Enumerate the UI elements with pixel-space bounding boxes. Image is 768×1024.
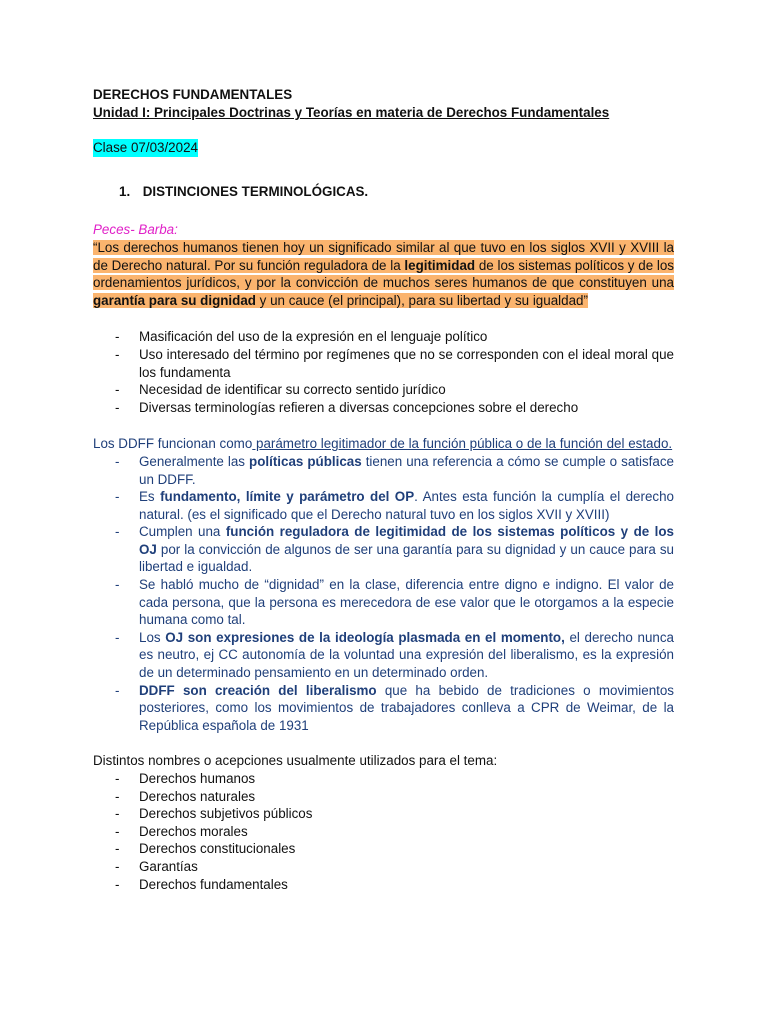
dash-bullet: - — [115, 453, 120, 469]
list-item-text: Uso interesado del término por regímenes que no se corresponden con el ideal moral que los fundamenta — [139, 346, 674, 380]
list-item-text: Se habló mucho de “dignidad” en la clase, diferencia entre digno e indigno. El valor de cada persona, que la persona es merecedora de ese valor que le otorgamos a la especie humana como tal. — [139, 577, 674, 628]
ddff-intro — [93, 435, 674, 453]
document-page — [93, 86, 674, 893]
dash-bullet: - — [115, 329, 120, 345]
list-item-text: por la convicción de algunos de ser una garantía para su dignidad y un cauce para su libertad e igualdad. — [139, 541, 674, 575]
list-item-text: Los — [139, 629, 166, 645]
list-item — [93, 858, 674, 876]
list-item — [93, 840, 674, 858]
ddff-list — [93, 453, 674, 735]
list-item-text: Diversas terminologías refieren a diversas concepciones sobre el derecho — [139, 399, 579, 415]
dash-bullet: - — [115, 577, 120, 593]
list-item-text: Cumplen una — [139, 524, 226, 540]
terminology-list — [93, 328, 674, 416]
list-item — [93, 346, 674, 381]
list-item-text: Necesidad de identificar su correcto sentido jurídico — [139, 382, 446, 398]
quote-author: Peces- Barba: — [93, 222, 178, 238]
list-item-bold: función reguladora de legitimidad de los sistemas políticos y de los OJ — [139, 524, 674, 557]
list-item-text: Derechos constitucionales — [139, 841, 296, 857]
quote-part-3: y un cauce (el principal), para su libertad y su igualdad” — [255, 292, 588, 308]
list-item — [93, 682, 674, 735]
list-item-text: Masificación del uso de la expresión en el lenguaje político — [139, 329, 488, 345]
dash-bullet: - — [115, 771, 120, 786]
dash-bullet: - — [115, 858, 120, 874]
list-item — [93, 523, 674, 576]
list-item-bold: fundamento, límite y parámetro del OP — [160, 489, 415, 505]
dash-bullet: - — [115, 682, 120, 698]
dash-bullet: - — [115, 346, 120, 362]
section-title: DISTINCIONES TERMINOLÓGICAS. — [142, 183, 369, 199]
dash-bullet: - — [115, 524, 120, 540]
list-item-text: el derecho nunca es neutro, ej CC autonomía de la voluntad una expresión del liberalismo, es la expresión de un determinado pensamiento en un determinado orden. — [139, 629, 674, 681]
list-item-text: Derechos naturales — [139, 788, 256, 804]
list-item-text: que ha bebido de tradiciones o movimientos posteriores, como los movimientos de trabajadores conlleva a CPR de Weimar, de la República española de 1931 — [139, 682, 675, 733]
list-item — [93, 399, 674, 417]
dash-bullet: - — [115, 629, 120, 645]
list-item-bold: DDFF son creación del liberalismo — [139, 682, 377, 698]
section-number: 1. — [119, 183, 131, 199]
class-date: Clase 07/03/2024 — [93, 140, 198, 156]
quote-block — [93, 239, 674, 309]
list-item-text: Derechos morales — [139, 823, 248, 839]
quote-part-2: de los sistemas políticos y de los ordenamientos jurídicos, y por la convicción de muchos seres humanos de que constituyen una — [93, 257, 675, 291]
document-subtitle: Unidad I: Principales Doctrinas y Teorías en materia de Derechos Fundamentales — [93, 104, 610, 120]
dash-bullet: - — [115, 382, 120, 398]
list-item — [93, 770, 674, 788]
dash-bullet: - — [115, 399, 120, 415]
list-item — [93, 328, 674, 346]
list-item-text: tienen una referencia a cómo se cumple o satisface un DDFF. — [139, 453, 674, 487]
list-item-text: Es — [139, 489, 161, 505]
list-item — [93, 876, 674, 894]
quote-bold-legitimidad: legitimidad — [404, 257, 476, 273]
list-item-text: Derechos fundamentales — [139, 876, 288, 892]
list-item-text: Garantías — [139, 858, 198, 874]
dash-bullet: - — [115, 788, 120, 804]
dash-bullet: - — [115, 823, 120, 839]
list-item — [93, 381, 674, 399]
list-item-text: Derechos humanos — [139, 771, 256, 786]
names-intro: Distintos nombres o acepciones usualmente utilizados para el tema: — [93, 753, 498, 769]
dash-bullet: - — [115, 876, 120, 892]
ddff-intro-plain: Los DDFF funcionan como — [93, 436, 253, 452]
list-item-text: . Antes esta función la cumplía el derecho natural. (es el significado que el Derecho natural tuvo en los siglos XVII y XVIII) — [139, 489, 674, 522]
dash-bullet: - — [115, 806, 120, 822]
dash-bullet: - — [115, 841, 120, 857]
list-item-text: Derechos subjetivos públicos — [139, 806, 313, 822]
document-title: DERECHOS FUNDAMENTALES — [93, 87, 293, 102]
list-item — [93, 488, 674, 523]
section-heading — [119, 183, 674, 201]
dash-bullet: - — [115, 489, 120, 505]
list-item — [93, 453, 674, 488]
ddff-intro-underlined: parámetro legitimador de la función pública o de la función del estado. — [252, 436, 673, 452]
list-item — [93, 576, 674, 629]
list-item-text: Generalmente las — [139, 453, 250, 469]
quote-part-1: “Los derechos humanos tienen hoy un significado similar al que tuvo en los siglos XVII y XVIII la de Derecho natural. Por su función reguladora de la — [93, 239, 674, 273]
list-item-bold: políticas públicas — [249, 453, 362, 469]
names-list — [93, 770, 674, 893]
list-item-bold: OJ son expresiones de la ideología plasmada en el momento, — [165, 629, 565, 645]
list-item — [93, 823, 674, 841]
list-item — [93, 629, 674, 682]
list-item — [93, 805, 674, 823]
quote-bold-garantia: garantía para su dignidad — [93, 292, 256, 308]
list-item — [93, 788, 674, 806]
